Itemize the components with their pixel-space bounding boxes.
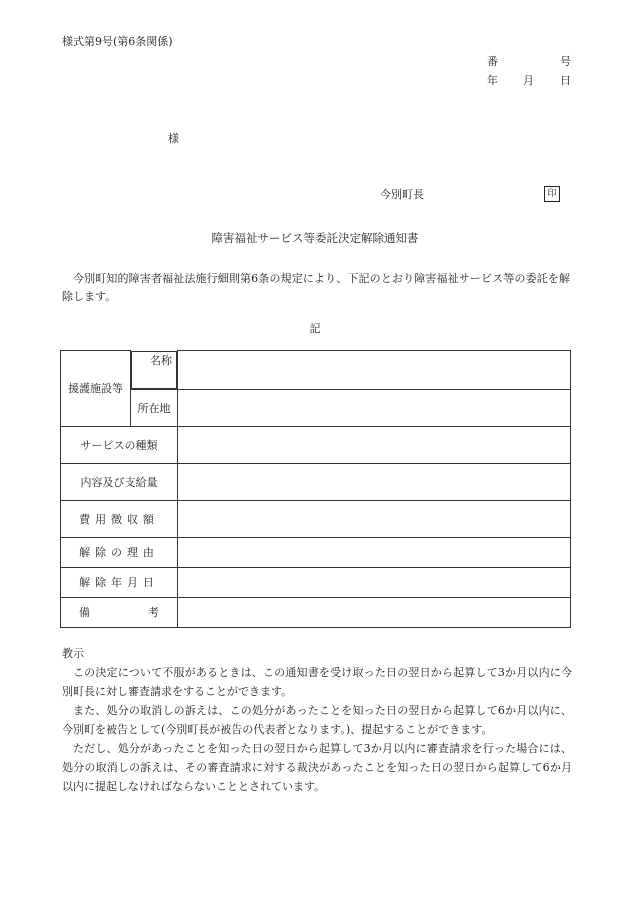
date-year-label: 年 [487,74,498,87]
service-type-field[interactable] [178,426,571,463]
reason-label: 解除の理由 [61,537,178,567]
facility-name-label [131,351,177,389]
facility-name-label-2: 称 [161,353,172,367]
reason-field[interactable] [178,537,571,567]
document-number-label: 番 [487,55,498,68]
table-row-reason [61,537,571,567]
notice-paragraph: この決定について不服があるときは、この通知書を受け取った日の翌日から起算して3か月以内に今別町長に対し審査請求をすることができます。 [62,666,572,698]
fee-field[interactable] [178,500,571,537]
appeal-notice [62,644,572,796]
service-type-label: サービスの種類 [61,426,178,463]
date-label: 解除年月日 [61,567,178,597]
ki-heading: 記 [309,322,321,335]
table-row-date [61,567,571,597]
seal-mark: 印 [544,186,560,202]
fee-label: 費用徴収額 [61,500,178,537]
notice-paragraph: ただし、処分があったことを知った日の翌日から起算して3か月以内に審査請求を行った場合には、処分の取消しの訴えは、その審査請求に対する裁決があったことを知った日の翌日から起算して6か月以内に提起しなければならないこととされています。 [62,742,572,793]
issuer-title: 今別町長 [380,188,424,201]
facility-address-label: 所在地 [131,389,178,426]
facility-name-label-1: 名 [150,353,161,367]
date-day-label: 日 [560,74,571,87]
facility-name-field[interactable] [178,351,571,390]
document-title: 障害福祉サービス等委託決定解除通知書 [211,231,419,245]
notice-paragraph: また、処分の取消しの訴えは、この処分があったことを知った日の翌日から起算して6か月以内に、今別町を被告として(今別町長が被告の代表者となります。)、提起することができます。 [62,704,572,736]
document-number-suffix: 号 [560,55,571,68]
content-amount-field[interactable] [178,463,571,500]
remarks-field[interactable] [178,597,571,627]
remarks-label-2: 考 [148,606,159,619]
table-row-content-amount [61,463,571,500]
remarks-label [61,597,178,627]
facility-address-field[interactable] [178,389,571,426]
document-body: 今別町知的障害者福祉法施行細則第6条の規定により、下記のとおり障害福祉サービス等の委託を解除します。 [62,272,570,303]
form-number: 様式第9号(第6条関係) [62,35,173,48]
remarks-label-1: 備 [79,606,90,619]
facility-group-label: 援護施設等 [61,351,131,427]
table-row-fee [61,500,571,537]
table-row-facility-address [61,389,571,426]
notice-heading: 教示 [62,647,84,660]
details-table [60,350,571,628]
content-amount-label: 内容及び支給量 [61,463,178,500]
table-row-remarks [61,597,571,627]
addressee-suffix: 様 [168,132,179,145]
table-row-service-type [61,426,571,463]
date-month-label: 月 [523,74,534,87]
table-row-facility-name [61,351,571,390]
date-field[interactable] [178,567,571,597]
